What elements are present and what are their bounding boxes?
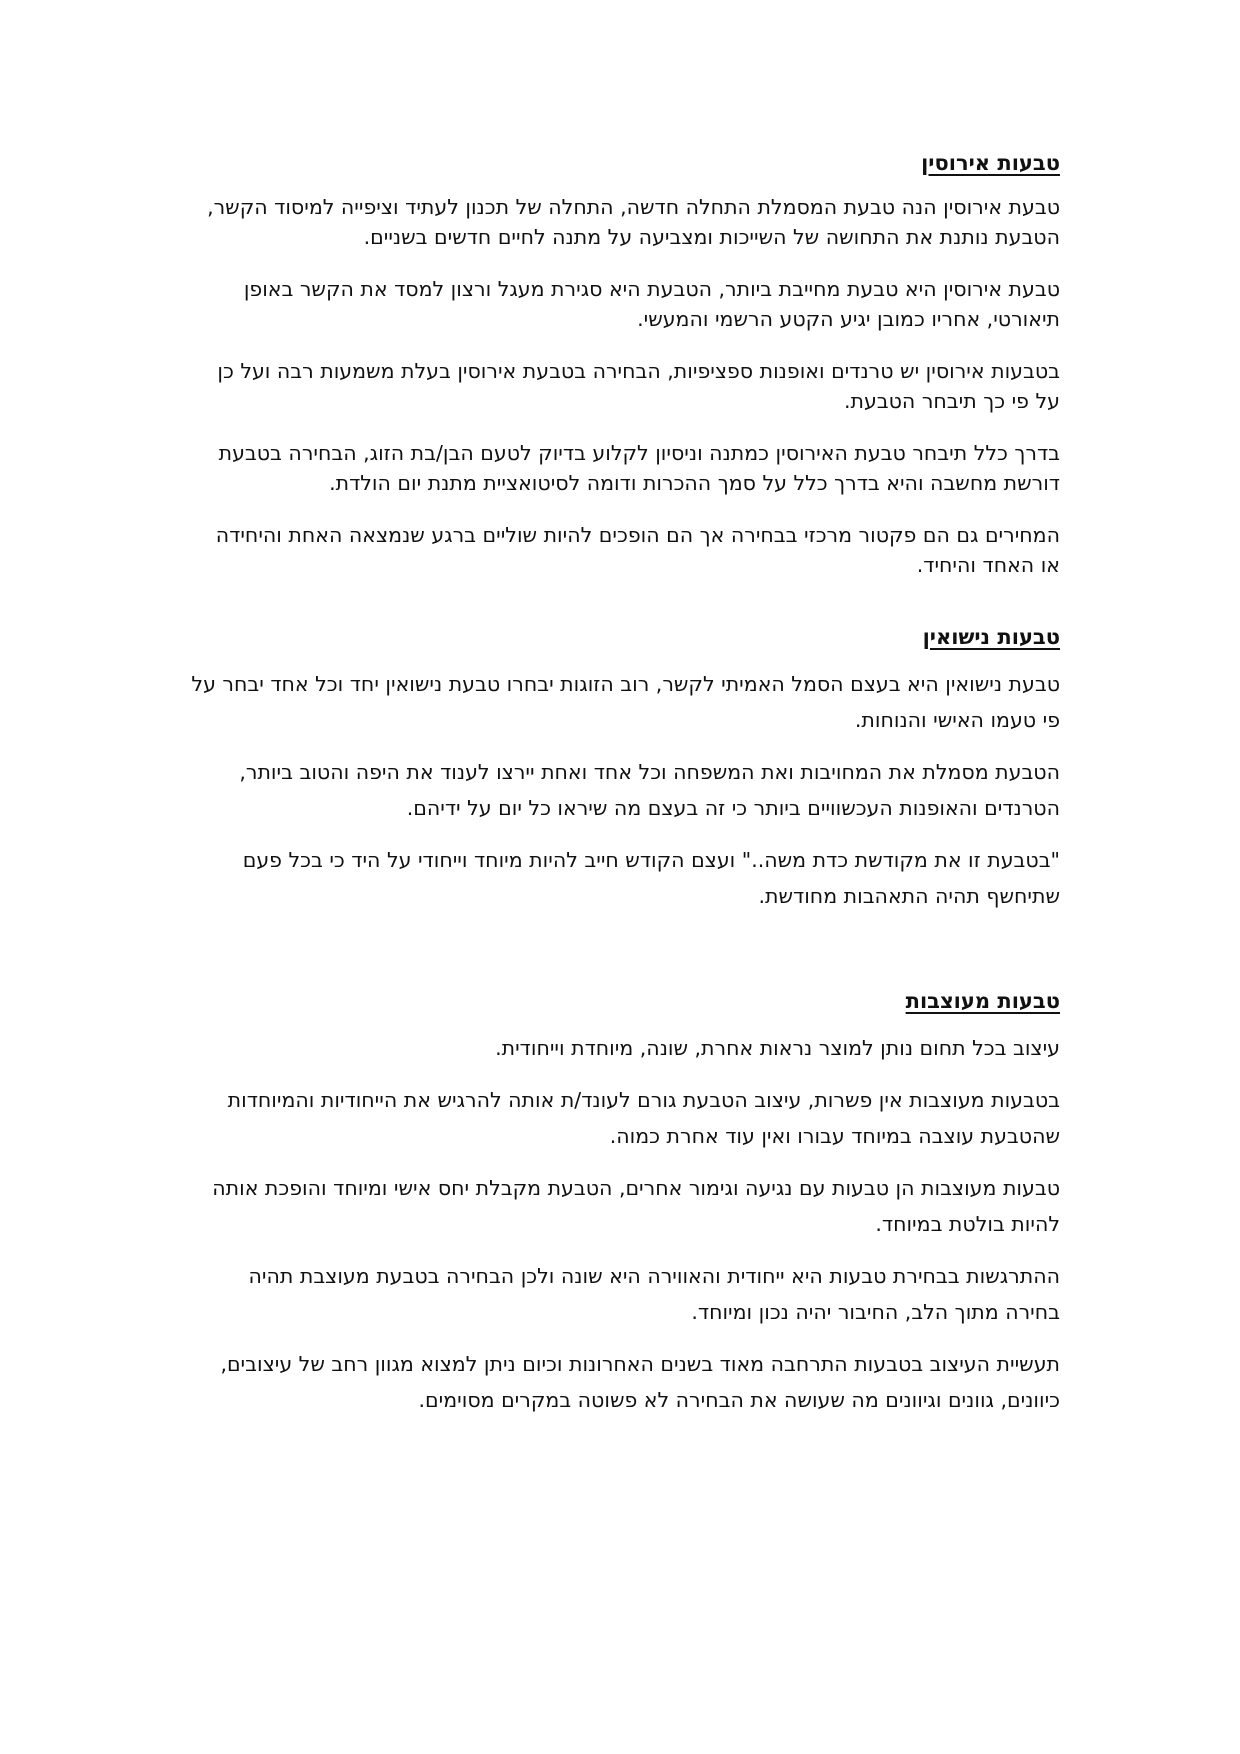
paragraph: טבעת אירוסין היא טבעת מחייבת ביותר, הטבעת היא סגירת מעגל ורצון למסד את הקשר באופן תיאורטי, אחריו כמובן יגיע הקטע הרשמי והמעשי. bbox=[243, 277, 1060, 331]
document-page bbox=[190, 148, 1060, 1434]
section-heading: טבעות אירוסין bbox=[921, 151, 1060, 175]
paragraph: בטבעות אירוסין יש טרנדים ואופנות ספציפיות, הבחירה בטבעת אירוסין בעלת משמעות רבה ועל כן על פי כך תיבחר הטבעת. bbox=[217, 359, 1060, 413]
paragraph: המחירים גם הם פקטור מרכזי בבחירה אך הם הופכים להיות שוליים ברגע שנמצאה האחת והיחידה או האחד והיחיד. bbox=[215, 523, 1060, 577]
section-heading: טבעות נישואין bbox=[922, 625, 1060, 649]
paragraph: טבעות מעוצבות הן טבעות עם נגיעה וגימור אחרים, הטבעת מקבלת יחס אישי ומיוחד והופכת אותה להיות בולטת במיוחד. bbox=[212, 1176, 1060, 1236]
paragraph: הטבעת מסמלת את המחויבות ואת המשפחה וכל אחד ואחת יירצו לענוד את היפה והטוב ביותר, הטרנדים והאופנות העכשוויים ביותר כי זה בעצם מה שיראו כל יום על ידיהם. bbox=[239, 760, 1060, 820]
section-wedding-rings bbox=[190, 622, 1060, 914]
paragraph: טבעת נישואין היא בעצם הסמל האמיתי לקשר, רוב הזוגות יבחרו טבעת נישואין יחד וכל אחד יבחר על פי טעמו האישי והנוחות. bbox=[191, 672, 1060, 732]
section-designed-rings bbox=[190, 986, 1060, 1418]
paragraph: תעשיית העיצוב בטבעות התרחבה מאוד בשנים האחרונות וכיום ניתן למצוא מגוון רחב של עיצובים, כיוונים, גוונים וגיוונים מה שעושה את הבחירה לא פשוטה במקרים מסוימים. bbox=[220, 1352, 1060, 1412]
paragraph: עיצוב בכל תחום נותן למוצר נראות אחרת, שונה, מיוחדת וייחודית. bbox=[495, 1036, 1060, 1060]
section-engagement-rings bbox=[190, 148, 1060, 580]
paragraph: "בטבעת זו את מקודשת כדת משה.." ועצם הקודש חייב להיות מיוחד וייחודי על היד כי בכל פעם שתיחשף תהיה התאהבות מחודשת. bbox=[242, 848, 1060, 908]
paragraph: בדרך כלל תיבחר טבעת האירוסין כמתנה וניסיון לקלוע בדיוק לטעם הבן/בת הזוג, הבחירה בטבעת דורשת מחשבה והיא בדרך כלל על סמך ההכרות ודומה לסיטואציית מתנת יום הולדת. bbox=[218, 441, 1060, 495]
paragraph: ההתרגשות בבחירת טבעות היא ייחודית והאווירה היא שונה ולכן הבחירה בטבעת מעוצבת תהיה בחירה מתוך הלב, החיבור יהיה נכון ומיוחד. bbox=[248, 1264, 1060, 1324]
section-heading: טבעות מעוצבות bbox=[905, 989, 1060, 1013]
paragraph: בטבעות מעוצבות אין פשרות, עיצוב הטבעת גורם לעונד/ת אותה להרגיש את הייחודיות והמיוחדות שהטבעת עוצבה במיוחד עבורו ואין עוד אחרת כמוה. bbox=[227, 1088, 1060, 1148]
paragraph: טבעת אירוסין הנה טבעת המסמלת התחלה חדשה, התחלה של תכנון לעתיד וציפייה למיסוד הקשר, הטבעת נותנת את התחושה של השייכות ומצביעה על מתנה לחיים חדשים בשניים. bbox=[207, 195, 1060, 249]
